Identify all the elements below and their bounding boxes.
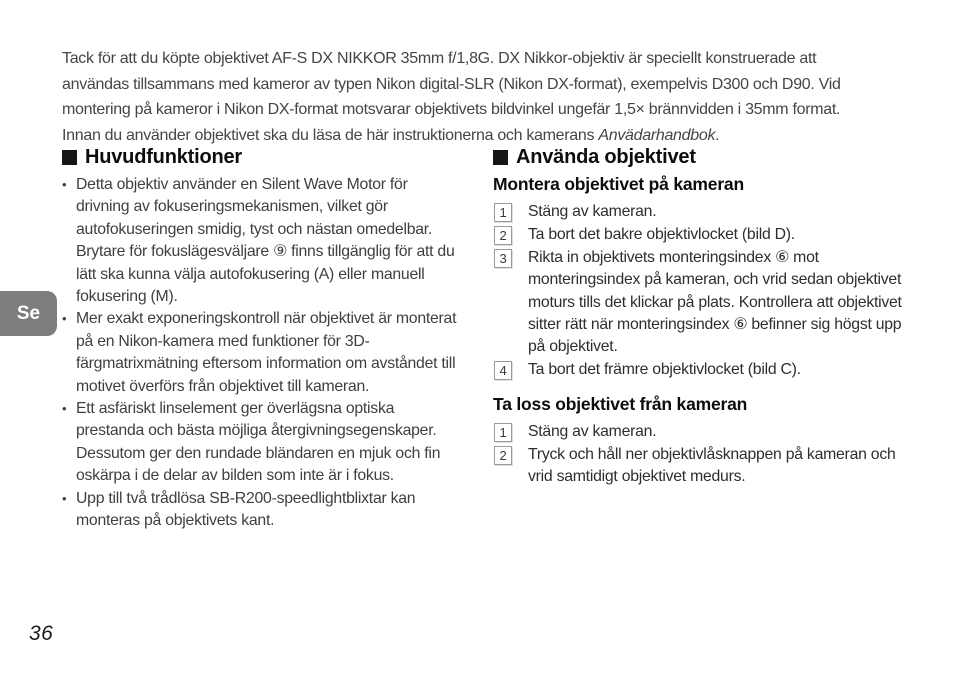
step-item — [493, 224, 912, 246]
step-text: Ta bort det bakre objektivlocket (bild D). — [528, 225, 795, 243]
step-item — [493, 359, 912, 381]
step-item — [493, 421, 912, 443]
bullet-icon: • — [62, 490, 67, 506]
step-item — [493, 247, 912, 359]
step-text: Ta bort det främre objektivlocket (bild C). — [528, 361, 801, 379]
step-text: Rikta in objektivets monteringsindex ⑥ mot monteringsindex på kameran, och vrid sedan objektivet moturs tills det klickar på plats. Kontrollera att objektivet sitter rätt när monteringsindex ⑥ befinner sig högst upp på objektivet. — [528, 248, 902, 356]
step-number-box: 4 — [494, 361, 512, 380]
list-item — [62, 488, 460, 533]
attach-steps-list — [493, 201, 912, 382]
step-number-box: 2 — [494, 226, 512, 245]
step-number-box: 3 — [494, 249, 512, 268]
language-tab-se: Se — [0, 291, 57, 336]
step-item — [493, 201, 912, 223]
list-item — [62, 308, 460, 398]
intro-line: montering på kameror i Nikon DX-format motsvarar objektivets bildvinkel ungefär 1,5× brännvidden i 35mm format. — [62, 101, 841, 119]
list-item — [62, 174, 460, 308]
subheading-detach-lens: Ta loss objektivet från kameran — [493, 393, 748, 414]
bullet-text: Mer exakt exponeringskontroll när objektivet är monterat på en Nikon-kamera med funktioner för 3D-färgmatrixmätning eftersom information om avståndet till motivet överförs från objektivet till kameran. — [76, 310, 457, 395]
section-heading-label: Huvudfunktioner — [85, 146, 242, 168]
section-heading-using-lens — [493, 146, 912, 169]
section-heading-label: Använda objektivet — [516, 146, 696, 168]
step-number-box: 2 — [494, 446, 512, 465]
list-item — [62, 398, 460, 488]
bullet-text: Ett asfäriskt linselement ger överlägsna optiska prestanda och bästa möjliga återgivningsegenskaper. Dessutom ger den rundade bländaren en mjuk och fin oskärpa i de delar av bilden som inte är i fokus. — [76, 400, 441, 485]
manual-title-reference: Anvädarhandbok — [598, 126, 716, 144]
section-marker-icon — [62, 150, 77, 165]
subheading-attach-lens: Montera objektivet på kameran — [493, 174, 744, 194]
intro-line: Tack för att du köpte objektivet AF-S DX NIKKOR 35mm f/1,8G. DX Nikkor-objektiv är speciellt konstruerade att — [62, 50, 817, 67]
section-marker-icon — [493, 150, 508, 165]
body-columns — [62, 146, 912, 533]
step-text: Stäng av kameran. — [528, 422, 657, 440]
intro-line-period: . — [715, 126, 720, 144]
page-number: 36 — [29, 622, 54, 645]
bullet-text: Detta objektiv använder en Silent Wave Motor för drivning av fokuseringsmekanismen, vilket gör autofokuseringen smidig, tyst och nästan omedelbar. Brytare för fokuslägesväljare ⑨ finns tillgänglig för att du lätt ska kunna välja autofokusering (A) eller manuell fokusering (M). — [76, 176, 455, 306]
intro-line: användas tillsammans med kameror av typen Nikon digital-SLR (Nikon DX-format), exempelvis D300 och D90. Vid — [62, 75, 841, 93]
detach-steps-list — [493, 421, 912, 489]
step-item — [493, 444, 912, 489]
right-column — [493, 146, 912, 533]
intro-line-text: Innan du använder objektivet ska du läsa de här instruktionerna och kamerans — [62, 126, 599, 144]
bullet-icon: • — [62, 311, 67, 327]
bullet-icon: • — [62, 401, 67, 417]
intro-line — [62, 123, 922, 149]
left-column — [62, 146, 460, 533]
bullet-icon: • — [62, 177, 67, 192]
bullet-text: Upp till två trådlösa SB-R200-speedlightblixtar kan monteras på objektivets kant. — [76, 489, 416, 530]
step-number-box: 1 — [494, 203, 512, 222]
features-list — [62, 174, 460, 533]
intro-paragraph — [62, 46, 922, 148]
step-text: Stäng av kameran. — [528, 203, 657, 220]
step-text: Tryck och håll ner objektivlåsknappen på kameran och vrid samtidigt objektivet medurs. — [528, 445, 896, 486]
step-number-box: 1 — [494, 423, 512, 442]
section-heading-main-features — [62, 146, 460, 169]
